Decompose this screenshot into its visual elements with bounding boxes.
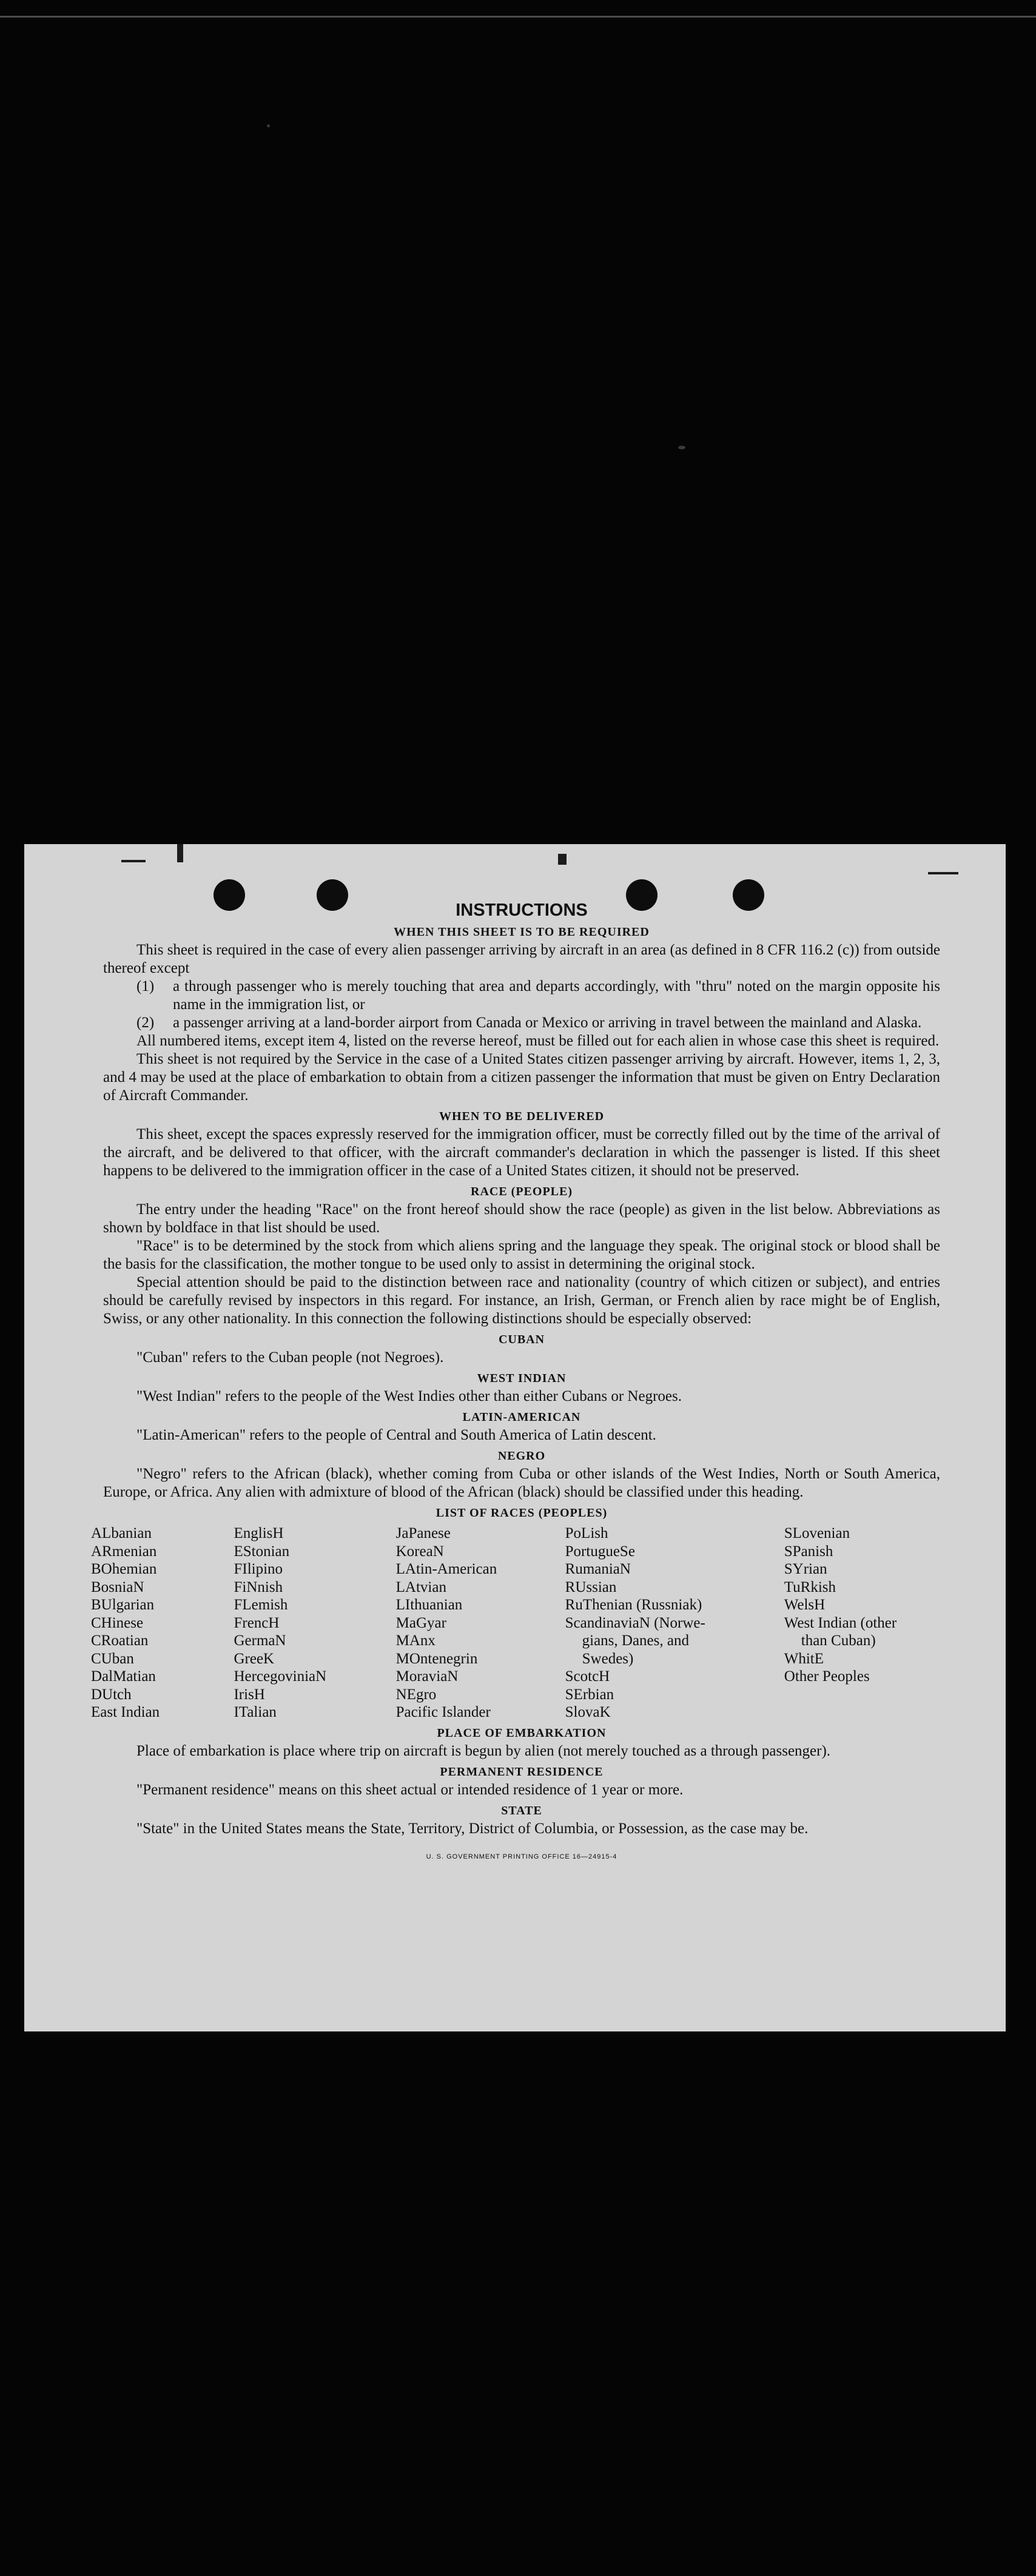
race-item: ITalian — [234, 1704, 277, 1720]
race-item: SLovenian — [784, 1525, 850, 1541]
race-item: SlovaK — [565, 1704, 611, 1720]
race-item: SErbian — [565, 1686, 614, 1703]
race-item: CHinese — [91, 1614, 144, 1631]
race-item: FLemish — [234, 1597, 288, 1613]
race-item: EStonian — [234, 1543, 290, 1560]
race-item: IrisH — [234, 1686, 265, 1703]
races-column — [91, 1524, 234, 1722]
race-item: gians, Danes, and — [582, 1632, 689, 1649]
section-heading-negro: NEGRO — [497, 1449, 546, 1463]
race-item: LAtin-American — [395, 1561, 497, 1577]
document-sheet — [24, 844, 1006, 2031]
paragraph: This sheet is required in the case of every alien passenger arriving by aircraft in an area (as defined in 8 CFR 116.2 (c)) from outside thereof except — [103, 942, 940, 976]
edge-smudge — [928, 872, 958, 874]
race-item: PortugueSe — [565, 1543, 635, 1560]
race-item: DalMatian — [91, 1668, 156, 1685]
race-item: DUtch — [91, 1686, 132, 1703]
page-title: INSTRUCTIONS — [456, 901, 588, 920]
race-item: ALbanian — [91, 1525, 152, 1541]
race-item: GermaN — [234, 1632, 286, 1649]
list-item — [136, 978, 940, 1014]
race-item: JaPanese — [395, 1525, 451, 1541]
race-item: Other Peoples — [784, 1668, 870, 1685]
race-item: NEgro — [395, 1686, 437, 1703]
top-border-line — [0, 16, 1036, 18]
paragraph: "Latin-American" refers to the people of Central and South America of Latin descent. — [136, 1427, 656, 1443]
race-item: BosniaN — [91, 1578, 144, 1595]
list-item-text: a through passenger who is merely touching that area and departs accordingly, with "thru" noted on the margin opposite his name in the immigration list, or — [173, 978, 940, 1013]
race-item: TuRkish — [784, 1578, 836, 1595]
section-heading-cuban: CUBAN — [498, 1333, 545, 1346]
paragraph: "Negro" refers to the African (black), whether coming from Cuba or other islands of the West Indies, North or South America, Europe, or Africa. Any alien with admixture of blood of the African (black) should be classified under this heading. — [103, 1466, 940, 1500]
paragraph: "West Indian" refers to the people of the West Indies other than either Cubans or Negroes. — [136, 1388, 682, 1404]
paragraph: "Cuban" refers to the Cuban people (not Negroes). — [136, 1349, 444, 1366]
section-heading-race: RACE (PEOPLE) — [471, 1185, 573, 1198]
race-item: FrencH — [234, 1614, 280, 1631]
section-heading-west-indian: WEST INDIAN — [477, 1372, 567, 1385]
race-item: KoreaN — [395, 1543, 444, 1560]
race-item: FIlipino — [234, 1561, 283, 1577]
list-item-number: (2) — [136, 1015, 155, 1031]
instructions-body — [91, 900, 940, 1866]
races-list — [91, 1524, 940, 1722]
paragraph: "State" in the United States means the State, Territory, District of Columbia, or Possession, as the case may be. — [136, 1820, 809, 1837]
race-item: EnglisH — [234, 1525, 284, 1541]
paragraph: The entry under the heading "Race" on the front hereof should show the race (people) as given in the list below. Abbreviations as shown by boldface in that list should be used. — [103, 1201, 940, 1236]
race-item: FiNnish — [234, 1578, 283, 1595]
paragraph: Special attention should be paid to the distinction between race and nationality (country of which citizen or subject), and entries should be carefully revised by inspectors in this regard. For instance, an Irish, German, or French alien by race might be of English, Swiss, or any other nationality. In this connection the following distinctions should be especially observed: — [103, 1274, 940, 1327]
race-item: LAtvian — [395, 1578, 446, 1595]
race-item: BUlgarian — [91, 1597, 155, 1613]
race-item: GreeK — [234, 1650, 275, 1667]
race-item: MoraviaN — [395, 1668, 459, 1685]
edge-smudge — [121, 860, 146, 862]
races-column — [396, 1524, 565, 1722]
staple-mark — [558, 854, 567, 865]
dust-speck — [678, 446, 685, 449]
race-item: ScandinaviaN (Norwe- — [565, 1614, 705, 1631]
race-item: CRoatian — [91, 1632, 149, 1649]
staple-mark — [177, 844, 183, 862]
races-column — [784, 1524, 940, 1722]
race-item: ScotcH — [565, 1668, 610, 1685]
race-item: CUban — [91, 1650, 134, 1667]
race-item: ARmenian — [91, 1543, 157, 1560]
race-item: RuThenian (Russniak) — [565, 1597, 702, 1613]
section-heading-embarkation: PLACE OF EMBARKATION — [437, 1726, 607, 1740]
race-item: RumaniaN — [565, 1561, 631, 1577]
section-heading-residence: PERMANENT RESIDENCE — [440, 1765, 604, 1779]
race-item: LIthuanian — [395, 1597, 463, 1613]
race-item: BOhemian — [91, 1561, 157, 1577]
paragraph: This sheet, except the spaces expressly reserved for the immigration officer, must be correctly filled out by the time of the arrival of the aircraft, and be delivered to that officer, with the aircraft commander's declaration in which the passenger is listed. If this sheet happens to be delivered to the immigration officer in the case of a United States citizen, it should not be preserved. — [103, 1126, 940, 1179]
list-item-number: (1) — [136, 978, 155, 995]
race-item: MAnx — [395, 1632, 436, 1649]
paragraph: Place of embarkation is place where trip on aircraft is begun by alien (not merely touched as a through passenger). — [136, 1742, 831, 1759]
race-item: East Indian — [91, 1704, 160, 1720]
race-item: RUssian — [565, 1578, 617, 1595]
race-item: than Cuban) — [801, 1632, 876, 1649]
section-heading-when-delivered: WHEN TO BE DELIVERED — [439, 1110, 605, 1123]
race-item: HercegoviniaN — [234, 1668, 327, 1685]
section-heading-races-list: LIST OF RACES (PEOPLES) — [436, 1506, 608, 1520]
printer-imprint: U. S. GOVERNMENT PRINTING OFFICE 16—24915-4 — [426, 1853, 617, 1860]
dust-speck — [267, 124, 270, 127]
races-column — [234, 1524, 395, 1722]
section-heading-when-required: WHEN THIS SHEET IS TO BE REQUIRED — [394, 925, 650, 939]
race-item: SYrian — [784, 1561, 827, 1577]
paragraph: All numbered items, except item 4, listed on the reverse hereof, must be filled out for each alien in whose case this sheet is required. — [136, 1033, 940, 1049]
race-item: SPanish — [784, 1543, 833, 1560]
race-item: MaGyar — [395, 1614, 446, 1631]
race-item: PoLish — [565, 1525, 608, 1541]
race-item: MOntenegrin — [395, 1650, 478, 1667]
list-item-text: a passenger arriving at a land-border airport from Canada or Mexico or arriving in travel between the mainland and Alaska. — [173, 1015, 922, 1031]
race-item: Swedes) — [582, 1650, 634, 1667]
race-item: WelsH — [784, 1597, 826, 1613]
paragraph: "Race" is to be determined by the stock from which aliens spring and the language they speak. The original stock or blood shall be the basis for the classification, the mother tongue to be used only to assist in determining the original stock. — [103, 1238, 940, 1272]
races-column — [565, 1524, 784, 1722]
section-heading-latin-american: LATIN-AMERICAN — [462, 1410, 581, 1424]
section-heading-state: STATE — [501, 1803, 542, 1817]
paragraph: This sheet is not required by the Service in the case of a United States citizen passenger arriving by aircraft. However, items 1, 2, 3, and 4 may be used at the place of embarkation to obtain from a citizen passenger the information that must be given on Entry Declaration of Aircraft Commander. — [103, 1051, 940, 1104]
paragraph: "Permanent residence" means on this sheet actual or intended residence of 1 year or more. — [136, 1781, 684, 1798]
race-item: Pacific Islander — [395, 1704, 491, 1720]
race-item: West Indian (other — [784, 1614, 897, 1631]
race-item: WhitE — [784, 1650, 824, 1667]
list-item — [136, 1014, 940, 1032]
